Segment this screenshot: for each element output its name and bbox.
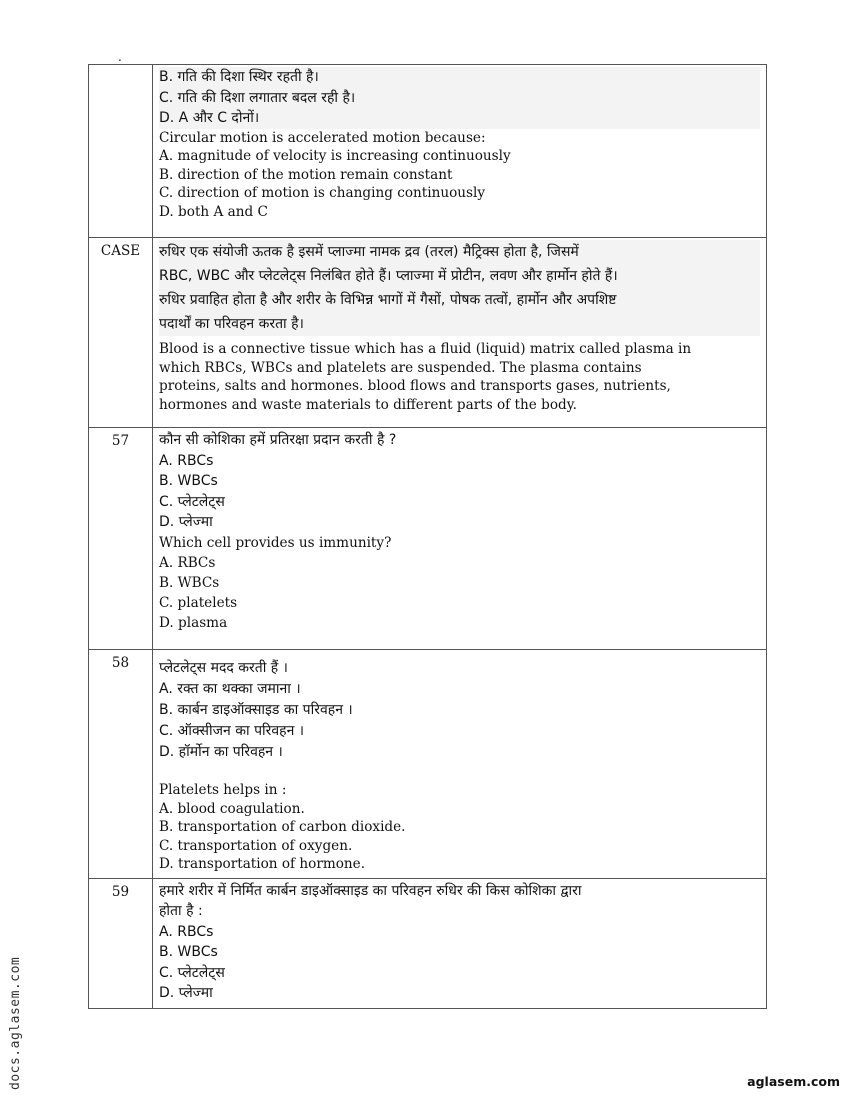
case-body (153, 238, 767, 428)
hindi-block (159, 430, 760, 533)
hindi-passage-line: रुधिर एक संयोजी ऊतक है इसमें प्लाज्मा नामक द्रव (तरल) मैट्रिक्स होता है, जिसमें (159, 244, 579, 260)
hindi-option: B. WBCs (159, 944, 218, 960)
hindi-option: A. RBCs (159, 923, 214, 940)
english-passage (159, 340, 760, 414)
hindi-passage-line: RBC, WBC और प्लेटलेट्स निलंबित होते हैं। प्लाज्मा में प्रोटीन, लवण और हार्मोन होते हैं। (159, 268, 618, 284)
hindi-option: B. गति की दिशा स्थिर रहती है। (159, 69, 319, 85)
hindi-option: D. प्लेज्मा (159, 985, 213, 1001)
english-passage-line: hormones and waste materials to different parts of the body. (159, 396, 577, 413)
english-option: C. platelets (159, 594, 238, 611)
case-row (89, 238, 767, 428)
english-block (159, 533, 760, 633)
question-row-57 (89, 428, 767, 650)
english-option: B. direction of the motion remain constant (159, 166, 453, 183)
hindi-question: कौन सी कोशिका हमें प्रतिरक्षा प्रदान करती है ? (159, 432, 397, 448)
question-number: 58 (89, 650, 153, 879)
english-option: A. RBCs (159, 554, 216, 571)
hindi-passage-line: रुधिर प्रवाहित होता है और शरीर के विभिन्न भागों में गैसों, पोषक तत्वों, हार्मोन और अपशिष्ट (159, 292, 617, 308)
english-question: Circular motion is accelerated motion because: (159, 129, 486, 146)
hindi-passage (159, 240, 760, 336)
question-number: 57 (89, 428, 153, 650)
english-option: B. transportation of carbon dioxide. (159, 819, 406, 835)
english-passage-line: proteins, salts and hormones. blood flows and transports gases, nutrients, (159, 378, 671, 394)
hindi-question: हमारे शरीर में निर्मित कार्बन डाइऑक्साइड का परिवहन रुधिर की किस कोशिका द्वारा (159, 882, 582, 899)
english-option: D. transportation of hormone. (159, 856, 366, 872)
english-block (159, 781, 760, 874)
hindi-block (159, 658, 760, 763)
hindi-option: A. रक्त का थक्का जमाना । (159, 681, 301, 697)
hindi-option: C. प्लेटलेट्स (159, 493, 225, 510)
question-number (89, 65, 153, 238)
page-mark: . (118, 50, 122, 64)
hindi-block (159, 881, 760, 1004)
question-row-58 (89, 650, 767, 879)
hindi-option: D. A और C दोनों। (159, 110, 260, 126)
english-option: A. magnitude of velocity is increasing continuously (159, 148, 511, 164)
hindi-option: C. गति की दिशा लगातार बदल रही है। (159, 89, 356, 106)
english-question: Which cell provides us immunity? (159, 534, 392, 551)
english-block (159, 129, 760, 222)
question-body (153, 650, 767, 879)
english-passage-line: Blood is a connective tissue which has a fluid (liquid) matrix called plasma in (159, 341, 692, 357)
hindi-option: B. कार्बन डाइऑक्साइड का परिवहन । (159, 702, 353, 718)
hindi-option: C. प्लेटलेट्स (159, 964, 225, 981)
hindi-options (159, 67, 760, 129)
watermark: docs.aglasem.com (8, 956, 23, 1090)
hindi-option: A. RBCs (159, 452, 214, 469)
question-table (88, 64, 767, 1009)
english-option: B. WBCs (159, 574, 220, 591)
question-row-59 (89, 878, 767, 1008)
question-row-continued (89, 65, 767, 238)
english-passage-line: which RBCs, WBCs and platelets are suspended. The plasma contains (159, 359, 642, 376)
brand-label: aglasem.com (747, 1074, 840, 1089)
hindi-question: प्लेटलेट्स मदद करती हैं । (159, 660, 288, 676)
hindi-question: होता है : (159, 903, 203, 919)
hindi-option: D. प्लेज्मा (159, 514, 213, 530)
english-option: C. transportation of oxygen. (159, 837, 353, 854)
english-option: C. direction of motion is changing continuously (159, 185, 486, 201)
english-option: A. blood coagulation. (159, 800, 305, 817)
hindi-option: D. हॉर्मोन का परिवहन । (159, 744, 283, 760)
question-body (153, 428, 767, 650)
hindi-option: B. WBCs (159, 473, 218, 489)
english-option: D. both A and C (159, 203, 268, 220)
hindi-option: C. ऑक्सीजन का परिवहन । (159, 723, 305, 739)
english-question: Platelets helps in : (159, 782, 287, 798)
english-option: D. plasma (159, 614, 228, 631)
case-label: CASE (89, 238, 153, 428)
question-number: 59 (89, 878, 153, 1008)
question-body (153, 65, 767, 238)
question-body (153, 878, 767, 1008)
hindi-passage-line: पदार्थों का परिवहन करता है। (159, 316, 304, 332)
